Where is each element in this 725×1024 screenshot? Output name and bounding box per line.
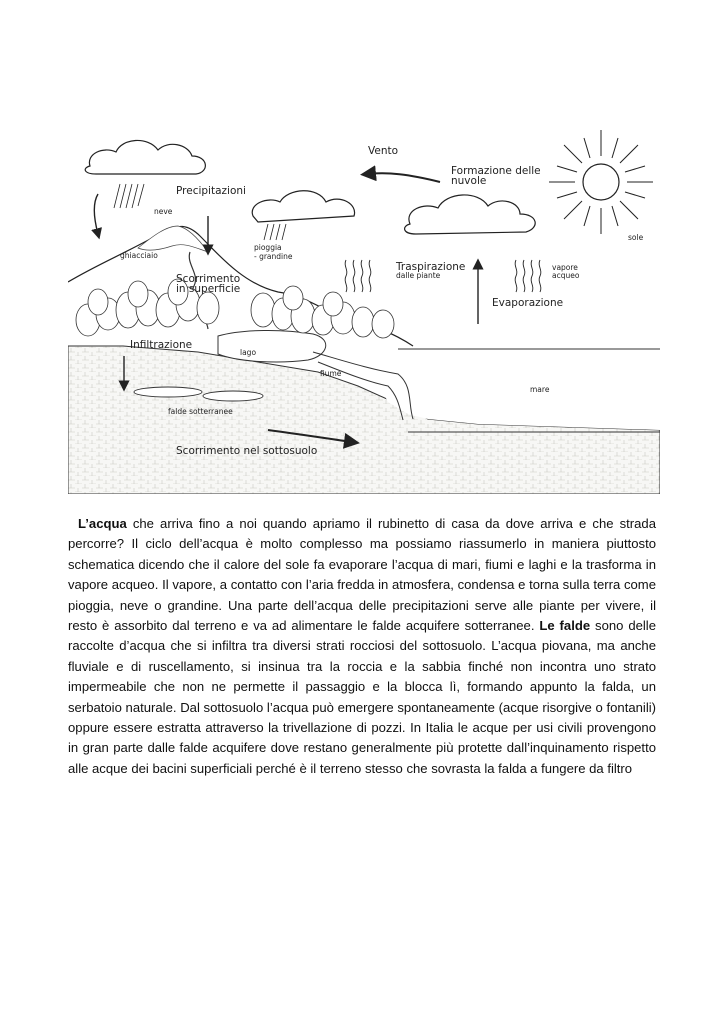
label-neve: neve	[154, 207, 173, 216]
snow-hatching	[114, 184, 144, 208]
transpiration-wavy-lines	[345, 260, 371, 292]
label-acqueo: acqueo	[552, 271, 580, 280]
label-formazione-nuvole: Formazione delle	[451, 165, 541, 177]
precipitation-arrow-left	[94, 194, 98, 234]
sun-icon	[549, 130, 653, 234]
aquifer-lens	[134, 387, 202, 397]
label-pioggia: pioggia	[254, 243, 282, 252]
paragraph-part-2: sono delle raccolte d’acqua che si infiltra tra diversi strati rocciosi del sottosuolo. L’acqua piovana, ma anche fluviale e di ruscellamento, si insinua tra la roccia e la sabbia finché non incontra uno strato impermeabile che non ne permette il passaggio e la blocca lì, formando appunto la falda, un serbatoio naturale. Dal sottosuolo l’acqua può emergere spontaneamente (acque risorgive o fontanili) oppure essere estratta attraverso la trivellazione di pozzi. In Italia le acque per usi civili provengono in gran parte dalle falde acquifere dove restano generalmente più protette dall’inquinamento rispetto alle acque dei bacini superficiali perché è il terreno stesso che sovrasta la falda a fungere da filtro	[68, 618, 656, 776]
label-traspirazione: Traspirazione	[396, 261, 466, 273]
cloud-left	[85, 140, 205, 174]
evaporation-wavy-lines	[515, 260, 541, 292]
falde-bold: Le falde	[539, 618, 591, 634]
label-grandine: - grandine	[254, 252, 293, 261]
label-ghiacciaio: ghiacciaio	[120, 251, 158, 260]
label-sole: sole	[628, 233, 644, 242]
label-falde-sotterranee: falde sotterranee	[168, 407, 233, 416]
water-cycle-diagram	[68, 124, 660, 494]
label-vento: Vento	[368, 145, 399, 157]
label-fiume: fiume	[320, 369, 342, 378]
lake	[218, 330, 326, 362]
cloud-right	[405, 195, 536, 234]
label-vapore: vapore	[552, 263, 578, 272]
wind-arrow	[368, 173, 440, 182]
body-paragraph	[68, 514, 656, 779]
label-infiltrazione: Infiltrazione	[130, 339, 193, 351]
label-precipitazioni: Precipitazioni	[176, 185, 246, 197]
label-evaporazione: Evaporazione	[492, 297, 564, 309]
rain-lines	[264, 224, 286, 240]
label-scorrimento-superficie: Scorrimento	[176, 273, 241, 285]
label-lago: lago	[240, 348, 257, 357]
label-formazione-nuvole-2: nuvole	[451, 175, 487, 187]
snow-cap	[138, 226, 208, 252]
lead-bold: L’acqua	[78, 516, 127, 531]
label-scorrimento-superficie-2: in superficie	[176, 283, 241, 295]
label-dalle-piante: dalle piante	[396, 271, 441, 280]
label-scorrimento-sottosuolo: Scorrimento nel sottosuolo	[176, 445, 318, 457]
label-mare: mare	[530, 385, 550, 394]
cloud-center	[252, 191, 354, 222]
paragraph-part-1: che arriva fino a noi quando apriamo il rubinetto di casa da dove arriva e che strada percorre? Il ciclo dell’acqua è molto complesso ma possiamo riassumerlo in maniera piuttosto schematica dicendo che il calore del sole fa evaporare l’acqua di mari, fiumi e laghi e la trasforma in vapore acqueo. Il vapore, a contatto con l’aria fredda in atmosfera, condensa e torna sulla terra come pioggia, neve o grandine. Una parte dell’acqua delle precipitazioni serve alle piante per vivere, il resto è assorbito dal terreno e va ad alimentare le falde acquifere sotterranee.	[68, 516, 656, 634]
aquifer-lens	[203, 391, 263, 401]
